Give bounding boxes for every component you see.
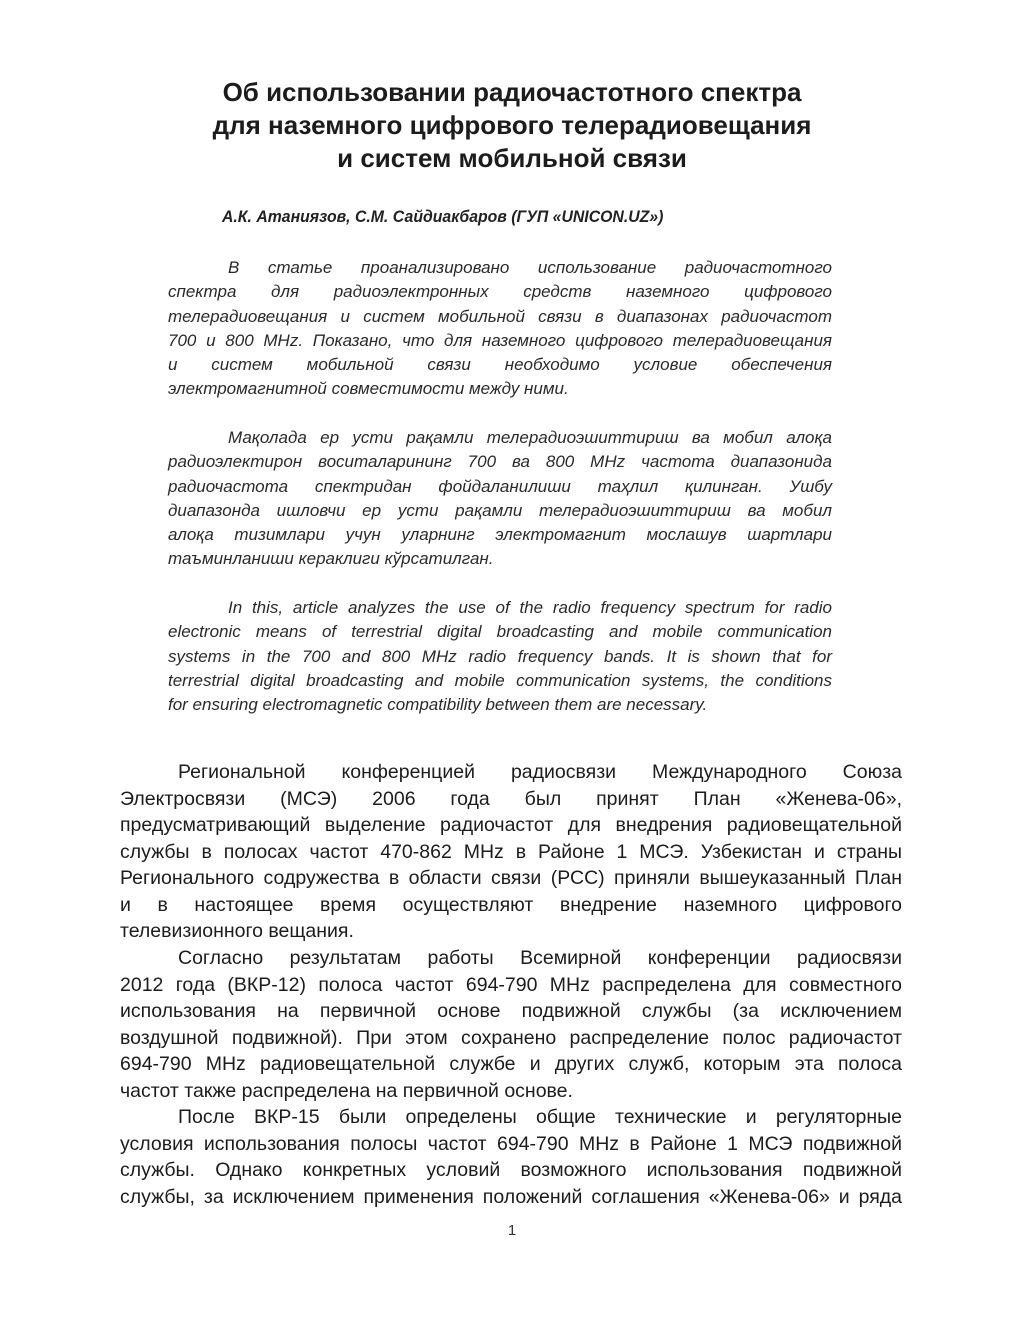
title-line: для наземного цифрового телерадиовещания <box>212 110 812 140</box>
body-line: Регионального содружества в области связи (РСС) приняли вышеуказанный План <box>120 867 902 889</box>
abstract-line: terrestrial digital broadcasting and mobile communication systems, the conditions <box>168 670 832 690</box>
abstract-uzbek <box>168 426 832 572</box>
body-line: использования на первичной основе подвижной службы (за исключением <box>120 1000 902 1022</box>
abstract-line: systems in the 700 and 800 MHz radio frequency bands. It is shown that for <box>168 646 832 666</box>
body-line: 2012 года (ВКР-12) полоса частот 694-790 MHz распределена для совместного <box>120 973 902 996</box>
body-paragraph-3 <box>120 1104 902 1210</box>
body-line: условия использования полосы частот 694-790 MHz в Районе 1 МСЭ подвижной <box>120 1132 902 1155</box>
abstract-line: В статье проанализировано использование радиочастотного <box>228 258 832 277</box>
title-line: Об использовании радиочастотного спектра <box>222 77 802 107</box>
body-line: службы, за исключением применения положений соглашения «Женева-06» и ряда <box>120 1185 902 1208</box>
body-line: воздушной подвижной). При этом сохранено распределение полос радиочастот <box>120 1026 902 1049</box>
body-line: телевизионного вещания. <box>120 920 354 942</box>
body-line: Согласно результатам работы Всемирной конференции радиосвязи <box>178 947 902 969</box>
abstract-line: электромагнитной совместимости между ними. <box>168 379 569 399</box>
body-line: Региональной конференцией радиосвязи Международного Союза <box>178 761 902 783</box>
body-line: предусматривающий выделение радиочастот для внедрения радиовещательной <box>120 814 902 836</box>
abstract-line: for ensuring electromagnetic compatibility between them are necessary. <box>168 695 708 715</box>
body-paragraph-1 <box>120 759 902 945</box>
title-line: и систем мобильной связи <box>337 143 687 173</box>
abstract-line: Мақолада ер усти рақамли телерадиоэшиттириш ва мобил алоқа <box>228 428 832 447</box>
abstract-line: таъминланиши кераклиги кўрсатилган. <box>168 549 494 569</box>
article-title <box>150 76 874 175</box>
body-paragraph-2 <box>120 945 902 1104</box>
abstract-line: радиоэлектирон воситаларининг 700 ва 800 MHz частота диапазонида <box>168 452 832 472</box>
abstract-line: и систем мобильной связи необходимо условие обеспечения <box>168 355 832 375</box>
abstract-line: телерадиовещания и систем мобильной связи в диапазонах радиочастот <box>168 306 832 326</box>
abstract-russian <box>168 256 832 402</box>
abstract-line: радиочастота спектридан фойдаланилиши таҳлил қилинган. Ушбу <box>168 476 832 496</box>
body-line: службы. Однако конкретных условий возможного использования подвижной <box>120 1159 902 1181</box>
abstract-line: диапазонда ишловчи ер усти рақамли телерадиоэшиттириш ва мобил <box>168 500 832 520</box>
page-number: 1 <box>507 1222 517 1239</box>
body-line: После ВКР-15 были определены общие технические и регуляторные <box>178 1106 902 1128</box>
abstract-line: спектра для радиоэлектронных средств наземного цифрового <box>168 282 832 302</box>
body-line: 694-790 MHz радиовещательной службе и других служб, которым эта полоса <box>120 1053 902 1075</box>
abstract-line: electronic means of terrestrial digital broadcasting and mobile communication <box>168 622 832 642</box>
body-line: частот также распределена на первичной основе. <box>120 1079 573 1102</box>
body-line: Электросвязи (МСЭ) 2006 года был принят План «Женева-06», <box>120 787 902 810</box>
abstract-line: In this, article analyzes the use of the radio frequency spectrum for radio <box>228 598 832 617</box>
body-line: и в настоящее время осуществляют внедрение наземного цифрового <box>120 893 902 916</box>
article-authors: А.К. Атаниязов, С.М. Сайдиакбаров (ГУП «UNICON.UZ») <box>222 207 664 226</box>
body-line: службы в полосах частот 470-862 MHz в Районе 1 МСЭ. Узбекистан и страны <box>120 840 902 863</box>
abstract-english <box>168 596 832 717</box>
abstract-line: 700 и 800 MHz. Показано, что для наземного цифрового телерадиовещания <box>168 330 832 350</box>
abstract-line: алоқа тизимлари учун уларнинг электромагнит мослашув шартлари <box>168 525 832 545</box>
